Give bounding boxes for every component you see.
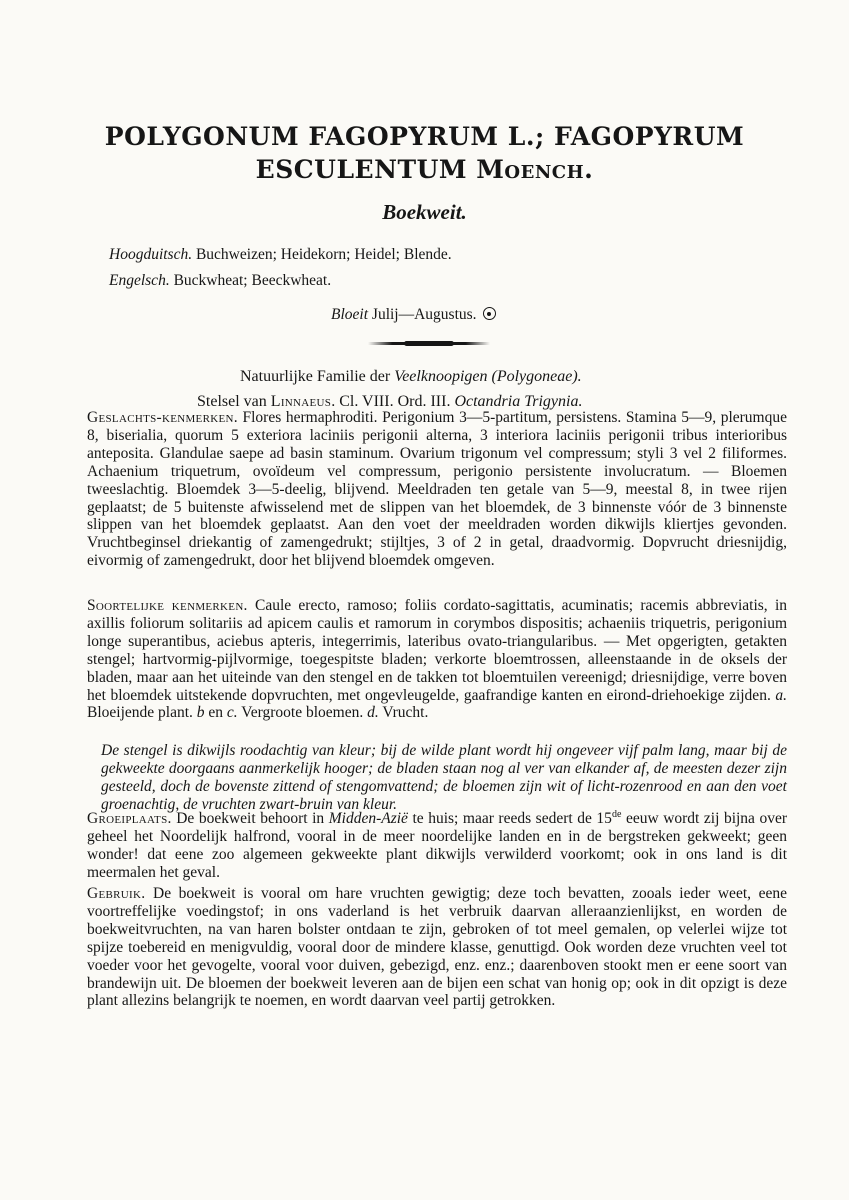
geslacht-label: Geslachts-kenmerken.: [87, 409, 238, 426]
bloei-label: Bloeit: [331, 306, 369, 323]
bloei-text: Julij—Augustus.: [368, 306, 477, 323]
system-linnaeus: Linnaeus: [270, 393, 332, 410]
groei-text2: te huis; maar reeds sedert de 15: [407, 810, 612, 827]
bloei-line: [331, 305, 496, 325]
system-prefix: Stelsel van: [197, 393, 271, 410]
groei-italic: Midden-Azië: [328, 810, 408, 827]
system-italic: Octandria Trigynia.: [454, 393, 583, 410]
soort-label: Soortelijke kenmerken.: [87, 597, 248, 614]
ornamental-rule: [368, 342, 490, 345]
groei-sup: de: [611, 808, 622, 820]
groei-label: Groeiplaats.: [87, 810, 172, 827]
gebruik-paragraph: [87, 885, 787, 1010]
family-italic: Veelknoopigen: [394, 368, 488, 385]
perennial-circle-dot-icon: [483, 307, 496, 320]
page-title-line2: [0, 155, 849, 184]
soort-a-text: Bloeijende plant.: [87, 704, 197, 722]
soort-c-text: Vergroote bloemen.: [237, 704, 368, 722]
geslacht-text: Flores hermaphroditi. Perigonium 3—5-partitum, persistens. Stamina 5—9, plerumque 8, biserialia, quorum 5 exteriora laciniis perigonii alterna, 3 interiora laciniis perigonii tribus interioribus anteposita. Glandulae saepe ad basin staminum. Ovarium trigonum vel compressum; styli 3 vel 2 filiformes. Achaenium triquetrum, ovoïdeum vel compressum, perigonio persistente involucratum. — Bloemen tweeslachtig. Bloemdek 3—5-deelig, blijvend. Meeldraden ten getale van 5—9, meestal 8, in twee rijen geplaatst; de 5 buitenste afwisselend met de slippen van het bloemdek, de 3 binnenste vóór de 3 binnenste slippen van het bloemdek geplaatst. Aan den voet der meeldraden worden dikwijls kliertjes gevonden. Vruchtbeginsel driekantig of zamengedrukt; stijltjes, 3 of 2 in getal, draadvormig. Dopvrucht driesnijdig, eivormig of zamengedrukt, door het blijvend bloemdek omgeven.: [87, 409, 787, 570]
geslacht-paragraph: [87, 409, 787, 570]
soort-d: d.: [367, 704, 379, 722]
soort-text: Caule erecto, ramoso; foliis cordato-sagittatis, acuminatis; racemis abbreviatis, in axillis foliorum solitariis ad apicem caulis et ramorum in corymbos dispositis; achaeniis triquetris, perigonium longe superantibus, aciebus apteris, integerrimis, lateribus ovato-triangularibus. — Met opgerigten, getakten stengel; hartvormig-pijlvormige, toegespitste bladen; verkorte bloemtrossen, alleenstaande in de oksels der bladen, maar aan het uiteinde van den stengel en de takken tot bloemtuilen vereenigd; driesnijdige, verre boven het bloemdek uitstekende dopvruchten, met ongevleugelde, gaafrandige kanten en eirond-driehoekige zijden.: [87, 597, 787, 704]
groei-text3: eeuw wordt zij bijna over geheel het Noordelijk halfrond, vooral in de meer noordelijke landen en in de bergstreken gekweekt; geen wonder! dat eene zoo algemeen gekweekte plant dikwijls verwilderd voorkomt; ook in ons land is dit meermalen het geval.: [87, 810, 788, 881]
section-gebruik: [87, 885, 787, 1010]
family-line: [240, 367, 582, 387]
soort-c: c.: [226, 704, 238, 722]
german-names: [109, 245, 452, 265]
german-label: Hoogduitsch.: [109, 246, 193, 263]
section-soortelijke-kenmerken: [87, 597, 787, 722]
gebruik-label: Gebruik.: [87, 885, 146, 902]
german-text: Buchweizen; Heidekorn; Heidel; Blende.: [192, 246, 452, 263]
groei-paragraph: [87, 810, 787, 882]
family-paren: (Polygoneae).: [487, 368, 582, 385]
section-geslachts-kenmerken: [87, 409, 787, 570]
soort-b-text: en: [204, 704, 227, 722]
family-prefix: Natuurlijke Familie der: [240, 368, 395, 385]
title-line2-main: ESCULENTUM M: [255, 155, 505, 184]
section-groeiplaats: [87, 810, 787, 882]
page-subtitle: Boekweit.: [382, 200, 467, 224]
english-text: Buckwheat; Beeckwheat.: [169, 272, 332, 289]
soort-a: a.: [775, 686, 787, 704]
title-line2-small: OENCH: [504, 162, 585, 183]
gebruik-text: De boekweit is vooral om hare vruchten gewigtig; deze toch bevatten, zooals ieder weet, eene voortreffelijke voedingstof; in ons vaderland is het verbruik daarvan alleraanzienlijkst, en worden de boekweitvruchten, na van haren bolster ontdaan te zijn, gebroken of tot meel gemalen, op velerlei wijze tot spijze toebereid en menigvuldig, vooral door de mindere klasse, genuttigd. Ook worden deze vruchten veel tot voeder voor het gevogelte, vooral voor duiven, gebezigd, enz. enz.; daarenboven stookt men er eene soort van brandewijn uit. De bloemen der boekweit leveren aan de bijen een schat van honig op; ook in dit opzigt is deze plant allezins belangrijk te noemen, en wordt daarvan veel partij getrokken.: [87, 885, 787, 1010]
groei-text1: De boekweit behoort in: [171, 810, 329, 827]
page-title-line1: POLYGONUM FAGOPYRUM L.; FAGOPYRUM: [104, 122, 745, 151]
soort-paragraph: [87, 597, 787, 722]
system-mid: . Cl. VIII. Ord. III.: [331, 393, 455, 410]
soort-d-text: Vrucht.: [378, 704, 429, 722]
english-label: Engelsch.: [109, 272, 170, 289]
english-names: [109, 271, 331, 291]
soort-b: b: [196, 704, 205, 722]
section-italic-note: [87, 742, 787, 814]
note-paragraph: De stengel is dikwijls roodachtig van kleur; bij de wilde plant wordt hij ongeveer vijf palm lang, maar bij de gekweekte doorgaans aanmerkelijk hooger; de bladen staan nog al ver van elkander af, de meesten dezer zijn gesteeld, doch de bovenste zittend of stengomvattend; de bloemen zijn wit of licht-rozenrood en aan den voet groenachtig, de vruchten zwart-bruin van kleur.: [101, 742, 787, 813]
title-line2-end: .: [584, 155, 594, 184]
